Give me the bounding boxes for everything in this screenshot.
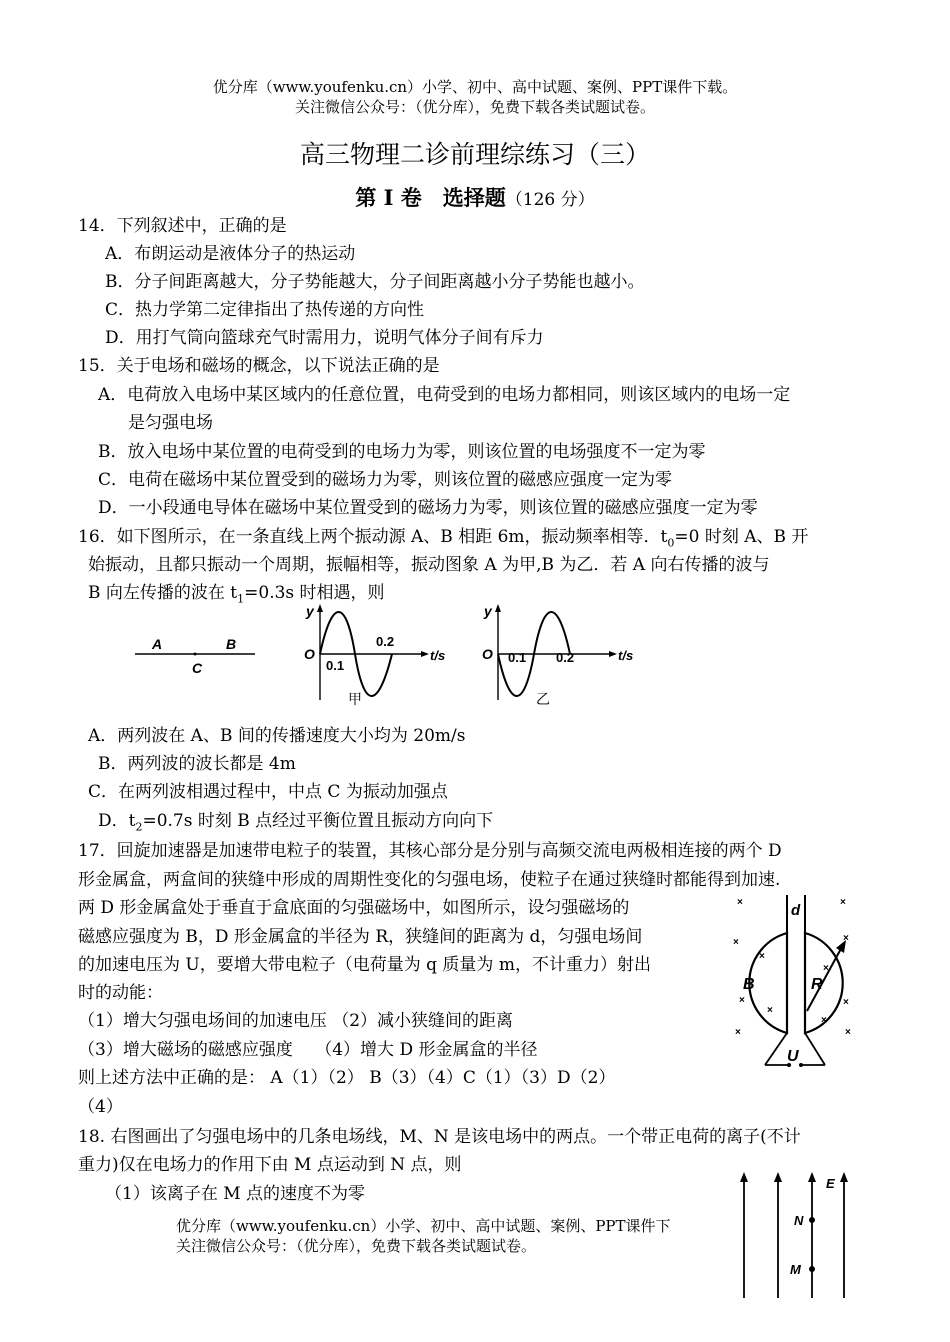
section-label: 第 I 卷 选择题 — [355, 185, 506, 210]
q14-option-d: D．用打气筒向篮球充气时需用力，说明气体分子间有斥力 — [105, 328, 544, 348]
q17-line-5: 的加速电压为 U，要增大带电粒子（电荷量为 q 质量为 m，不计重力）射出 — [78, 955, 651, 975]
label-B: B — [226, 636, 237, 652]
q15-option-c: C．电荷在磁场中某位置受到的磁场力为零，则该位置的磁感应强度一定为零 — [98, 470, 673, 490]
q17-line-2: 形金属盒，两盒间的狭缝中形成的周期性变化的匀强电场，使粒子在通过狭缝时都能得到加速. — [78, 870, 781, 890]
q17-option-1-2: （1）增大匀强电场间的加速电压 （2）减小狭缝间的距离 — [78, 1011, 514, 1031]
svg-text:×: × — [840, 897, 846, 908]
page-title: 高三物理二诊前理综练习（三） — [299, 140, 650, 169]
q17-option-3-4: （3）增大磁场的磁感应强度 （4）增大 D 形金属盒的半径 — [78, 1040, 538, 1060]
svg-text:×: × — [845, 1027, 851, 1038]
q14-option-b: B．分子间距离越大，分子势能越大，分子间距离越小分子势能也越小。 — [105, 272, 645, 292]
q15-option-a-line1: A．电荷放入电场中某区域内的任意位置，电荷受到的电场力都相同，则该区域内的电场一定 — [98, 385, 791, 405]
svg-text:×: × — [843, 933, 849, 944]
footer-line-1: 优分库（www.youfenku.cn）小学、初中、高中试题、案例、PPT课件下 — [176, 1217, 671, 1235]
q16-line-3: B 向左传播的波在 $t_1=0.3s$ 时相遇，则 — [88, 583, 385, 606]
svg-text:B: B — [743, 976, 755, 993]
section-heading — [0, 184, 950, 214]
svg-text:t/s: t/s — [618, 648, 634, 663]
header-line-2: 关注微信公众号：（优分库），免费下载各类试题试卷。 — [294, 98, 655, 116]
svg-text:×: × — [821, 1015, 827, 1026]
svg-text:×: × — [843, 997, 849, 1008]
q15-option-b: B．放入电场中某位置的电荷受到的电场力为零，则该位置的电场强度不一定为零 — [98, 442, 706, 462]
q14-option-c: C．热力学第二定律指出了热传递的方向性 — [105, 300, 425, 320]
svg-text:d: d — [791, 902, 801, 919]
q18-line-1: 18. 右图画出了匀强电场中的几条电场线，M、N 是该电场中的两点。一个带正电荷的离子(不计 — [78, 1127, 801, 1147]
svg-text:y: y — [484, 603, 492, 619]
svg-text:×: × — [823, 963, 829, 974]
svg-text:M: M — [790, 1262, 801, 1277]
footer-line-2: 关注微信公众号：（优分库），免费下载各类试题试卷。 — [176, 1237, 537, 1255]
svg-text:×: × — [735, 1027, 741, 1038]
label-C: C — [192, 660, 203, 676]
label-A: A — [152, 636, 163, 652]
svg-text:E: E — [826, 1176, 835, 1191]
q18-line-2: 重力)仅在电场力的作用下由 M 点运动到 N 点，则 — [78, 1155, 462, 1175]
q14-option-a: A．布朗运动是液体分子的热运动 — [105, 244, 356, 264]
svg-text:t/s: t/s — [430, 648, 446, 663]
svg-text:0.1: 0.1 — [326, 658, 345, 673]
svg-text:×: × — [733, 937, 739, 948]
graph-yi — [482, 603, 633, 707]
q17-figure — [725, 893, 865, 1085]
q15-option-a-line2: 是匀强电场 — [128, 413, 213, 433]
svg-text:O: O — [482, 646, 493, 662]
q18-figure — [732, 1168, 862, 1300]
q16-option-d: D．$t_2=0.7s$ 时刻 B 点经过平衡位置且振动方向向下 — [98, 811, 494, 834]
q16-option-b: B．两列波的波长都是 4m — [98, 754, 296, 774]
svg-text:×: × — [737, 897, 743, 908]
svg-text:0.2: 0.2 — [556, 650, 575, 665]
svg-text:甲: 甲 — [348, 691, 362, 707]
svg-text:y: y — [306, 603, 314, 619]
q17-answer-choices: 则上述方法中正确的是： A（1）（2） B（3）（4）C（1）（3）D（2） — [78, 1068, 616, 1088]
svg-text:R: R — [811, 976, 823, 993]
svg-text:U: U — [787, 1048, 799, 1065]
q15-option-d: D．一小段通电导体在磁场中某位置受到的磁场力为零，则该位置的磁感应强度一定为零 — [98, 498, 758, 518]
q15-stem: 15．关于电场和磁场的概念，以下说法正确的是 — [78, 356, 440, 376]
q17-line-4: 磁感应强度为 B，D 形金属盒的半径为 R，狭缝间的距离为 d，匀强电场间 — [78, 927, 643, 947]
q17-answer-choices-cont: （4） — [78, 1097, 123, 1117]
q16-line-2: 始振动，且都只振动一个周期，振幅相等，振动图象 A 为甲,B 为乙．若 A 向右传播的波与 — [88, 555, 770, 575]
svg-text:0.1: 0.1 — [508, 650, 527, 665]
q16-option-a: A．两列波在 A、B 间的传播速度大小均为 20m/s — [88, 726, 466, 746]
svg-text:乙: 乙 — [536, 691, 550, 707]
svg-text:×: × — [767, 1005, 773, 1016]
svg-text:N: N — [794, 1213, 804, 1228]
q17-line-3: 两 D 形金属盒处于垂直于盒底面的匀强磁场中，如图所示，设匀强磁场的 — [78, 898, 630, 918]
q16-line-1: 16．如下图所示，在一条直线上两个振动源 A、B 相距 6m，振动频率相等．$t_0=0$ 时刻 A、B 开 — [78, 527, 809, 550]
graph-jia — [304, 603, 445, 707]
q16-option-c: C．在两列波相遇过程中，中点 C 为振动加强点 — [88, 782, 448, 802]
q16-figure — [120, 600, 640, 715]
q18-option-1: （1）该离子在 M 点的速度不为零 — [105, 1184, 366, 1204]
q14-stem: 14．下列叙述中，正确的是 — [78, 216, 287, 236]
svg-text:O: O — [304, 646, 315, 662]
q17-line-1: 17．回旋加速器是加速带电粒子的装置，其核心部分是分别与高频交流电两极相连接的两个 D — [78, 841, 782, 861]
header-line-1: 优分库（www.youfenku.cn）小学、初中、高中试题、案例、PPT课件下载。 — [212, 78, 738, 96]
svg-text:0.2: 0.2 — [376, 634, 395, 649]
svg-text:×: × — [739, 995, 745, 1006]
q17-line-6: 时的动能： — [78, 983, 163, 1003]
section-points: （126 分） — [505, 190, 595, 210]
svg-text:×: × — [759, 951, 765, 962]
